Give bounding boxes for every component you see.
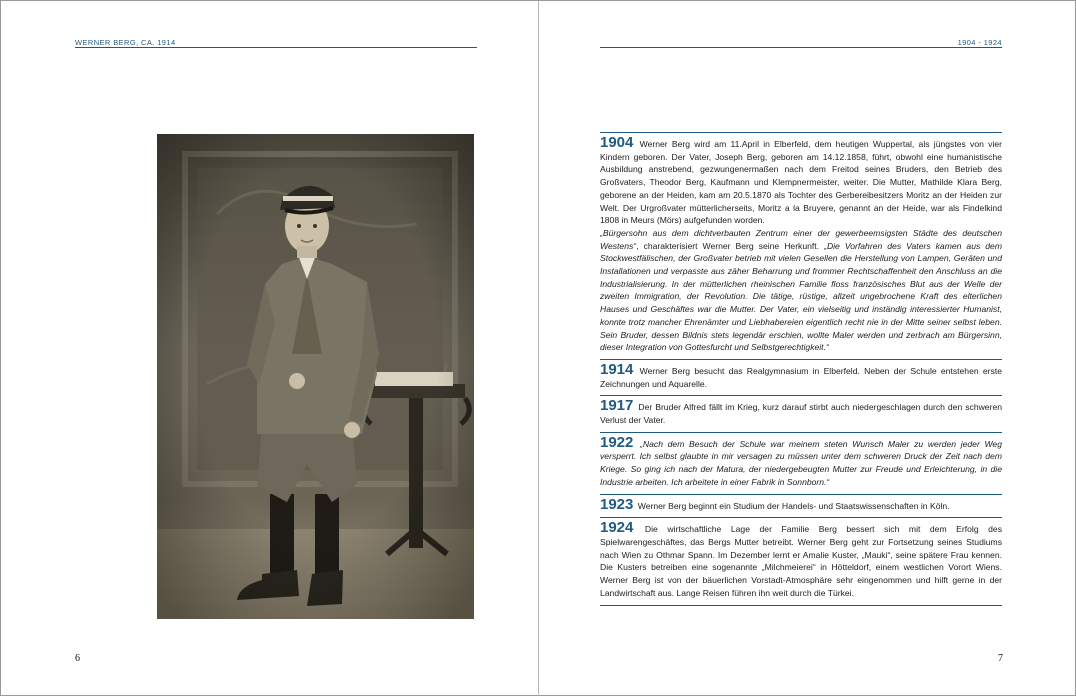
entry-quote: „Bürgersohn aus dem dichtverbauten Zentrum einer der gewerbeemsigsten Städte des deutschen Westens“ xyxy=(600,227,1002,251)
header-rule-left xyxy=(75,47,477,48)
entry-text: Der Bruder Alfred fällt im Krieg, kurz darauf stirbt auch niedergeschlagen durch den schweren Verlust der Vater. xyxy=(600,402,1003,426)
chronology xyxy=(600,132,1002,606)
chronology-entry-1904 xyxy=(600,132,1002,359)
running-head-right: 1904 - 1924 xyxy=(957,38,1002,47)
page-number-left: 6 xyxy=(75,653,80,664)
entry-year: 1904 xyxy=(600,134,634,151)
right-page xyxy=(539,1,1076,696)
entry-year: 1914 xyxy=(600,360,634,378)
entry-text: „Nach dem Besuch der Schule war meinem steten Wunsch Maler zu werden jeder Weg versperrt. Ich selbst glaubte in mir versagen zu müssen unter dem schweren Druck der Zeit nach dem Kriege. So ging ich nach der Matura, der niedergebeugten Mutter zur Freude und Erleichterung, in die Industrie arbeiten. Ich arbeitete in einer Fabrik in Sonnborn.“ xyxy=(600,438,1002,487)
chronology-entry-1914 xyxy=(600,359,1002,395)
entry-year: 1923 xyxy=(600,495,634,513)
entry-year: 1922 xyxy=(600,433,634,451)
page-number-right: 7 xyxy=(998,653,1003,664)
chronology-entry-1924 xyxy=(600,517,1002,605)
chronology-entry-1922 xyxy=(600,432,1002,494)
left-page xyxy=(1,1,538,696)
running-head-left: WERNER BERG, CA. 1914 xyxy=(75,38,176,47)
entry-quote-paragraph xyxy=(600,227,1002,354)
entry-quote-continued: „Die Vorfahren des Vaters kamen aus dem Stockwestfälischen, der Großvater betrieb mit vielen Gesellen die Herstellung von Lampen, Geräten und Installationen und verpasste aus zäher Beharrung und frommer Rechtschaffenheit den Anschluss an die Industrialisierung. In der mütterlichen rheinischen Familie floss französisches Blut aus der Welle der zweiten Immigration, der Revolution. Die tätige, rüstige, allzeit ungebrochene Kraft des elterlichen Hauses und Geschäftes war die Mutter. Der Vater, ein vielseitig und inständig interessierter Humanist, konnte trotz mancher Ehrenämter und Liebhabereien eigentlich recht nie in der Mitte seiner selbst leben. Sein Bruder, dessen Bildnis stets legendär erschien, wollte Maler werden und zerbrach am Bürgersinn, dieser Integration von Gottesfurcht und Selbstgerechtigkeit.“ xyxy=(600,240,1002,353)
entry-year: 1917 xyxy=(600,397,634,415)
entry-text: Die wirtschaftliche Lage der Familie Berg bessert sich mit dem Erfolg des Spielwarengeschäftes, das Bergs Mutter betreibt. Werner Berg geht zur Fortsetzung seines Studiums nach Wien zu Othmar Spann. Im Dezember lernt er Amalie Kuster, „Mauki“, seine spätere Frau kennen. Die Kusters betreiben eine sogenannte „Milchmeierei“ in Hötteldorf, einem westlichen Vorort Wiens. Werner Berg ist von der bäuerlichen Vorstadt-Atmosphäre sehr eingenommen und hilft gerne in der Landwirtschaft aus. Lange Reisen führen ihn weit durch die Türkei. xyxy=(600,524,1002,598)
chronology-entry-1923 xyxy=(600,494,1002,518)
entry-quote-attribution: , charakterisiert Werner Berg seine Herkunft. xyxy=(636,240,825,251)
entry-year: 1924 xyxy=(600,519,634,537)
portrait-photograph xyxy=(157,134,474,619)
chronology-entry-1917 xyxy=(600,395,1002,431)
entry-text: Werner Berg besucht das Realgymnasium in Elberfeld. Neben der Schule entstehen erste Zeichnungen und Aquarelle. xyxy=(600,365,1003,389)
entry-text: Werner Berg wird am 11.April in Elberfeld, dem heutigen Wuppertal, als jüngstes von vier Kindern geboren. Der Vater, Joseph Berg, geboren am 14.12.1858, führt, obwohl eine humanistische Ausbildung anstrebend, gezwungenermaßen nach dem Freitod seines Bruders, den Betrieb des Großvaters, Theodor Berg, Kaufmann und Klempnermeister, weiter. Die Mutter, Mathilde Klara Berg, geborene an der Heiden, kam am 20.5.1870 als Tochter des Gerbereibesitzers Moritz an der Heiden zur Welt. Der Urgroßvater mütterlicherseits, Moritz a la Bruyere, genannt an der Heide, war als Findelkind 1808 in Meurs (Mörs) aufgefunden worden. xyxy=(600,139,1002,226)
portrait-photo-illustration xyxy=(157,134,474,619)
entry-text: Werner Berg beginnt ein Studium der Handels- und Staatswissenschaften in Köln. xyxy=(637,500,950,511)
header-rule-right xyxy=(600,47,1002,48)
